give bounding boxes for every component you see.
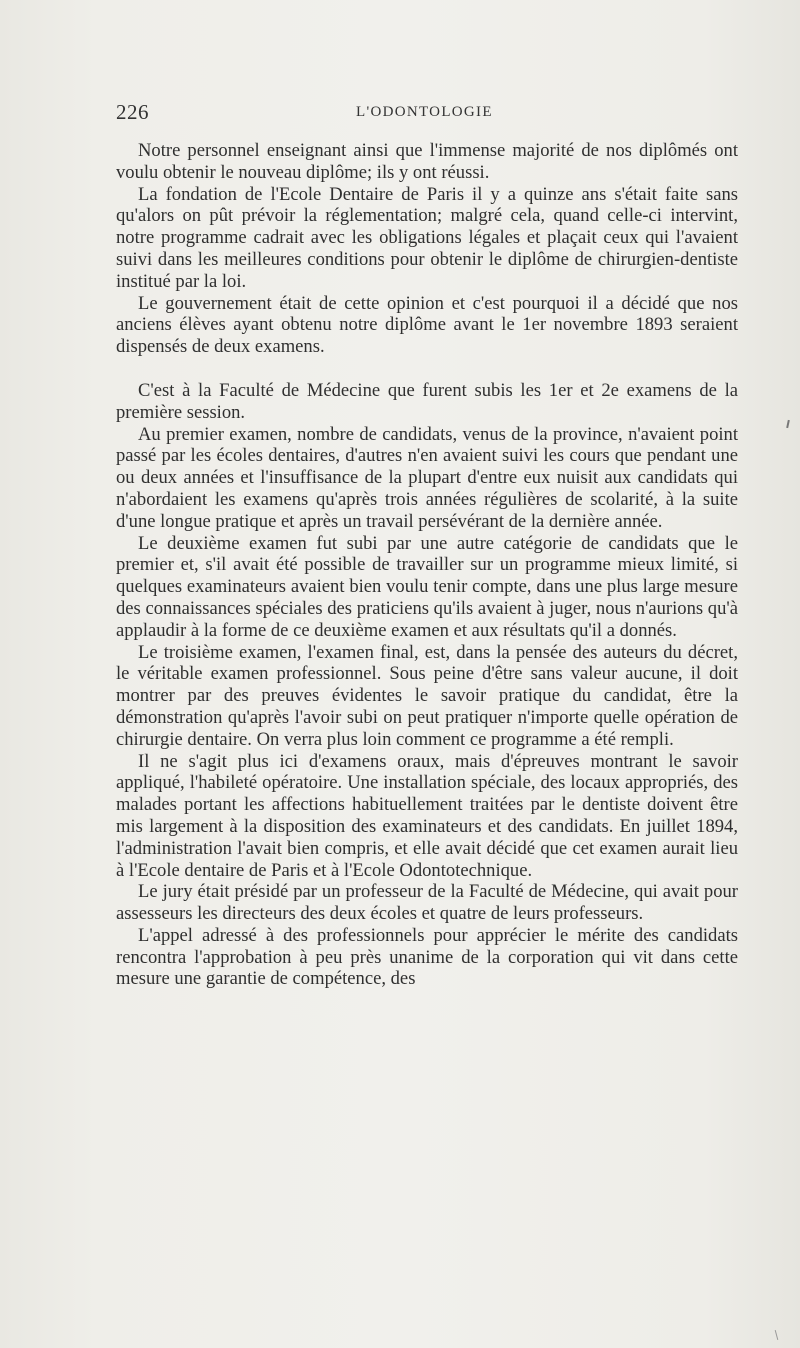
body-text: [116, 140, 738, 990]
margin-ink-mark: [775, 1330, 779, 1340]
page-number: 226: [116, 100, 149, 124]
paragraph-9: Le jury était présidé par un professeur de la Faculté de Médecine, qui avait pour assesseurs les directeurs des deux écoles et quatre de leurs professeurs.: [116, 881, 738, 925]
paragraph-2: La fondation de l'Ecole Dentaire de Paris il y a quinze ans s'était faite sans qu'alors on pût prévoir la réglementation; malgré cela, quand celle-ci intervint, notre programme cadrait avec les obligations légales et plaçait ceux qui l'avaient suivi dans les meilleures conditions pour obtenir le diplôme de chirurgien-dentiste institué par la loi.: [116, 183, 738, 292]
paragraph-6: Le deuxième examen fut subi par une autre catégorie de candidats que le premier et, s'il avait été possible de travailler sur un programme mieux limité, si quelques examinateurs avaient bien voulu tenir compte, dans une plus large mesure des connaissances spéciales des praticiens qu'ils avaient à juger, nous n'aurions qu'à applaudir à la forme de ce deuxième examen et aux résultats qu'il a donnés.: [116, 532, 738, 641]
paragraph-7: Le troisième examen, l'examen final, est, dans la pensée des auteurs du décret, le véritable examen professionnel. Sous peine d'être sans valeur aucune, il doit montrer par des preuves évidentes le savoir pratique du candidat, être la démonstration qu'après l'avoir subi on peut pratiquer n'importe quelle opération de chirurgie dentaire. On verra plus loin comment ce programme a été rempli.: [116, 641, 738, 750]
paragraph-8: Il ne s'agit plus ici d'examens oraux, mais d'épreuves montrant le savoir appliqué, l'habileté opératoire. Une installation spéciale, des locaux appropriés, des malades portant les affections habituellement traitées par le dentiste doivent être mis largement à la disposition des examinateurs et des candidats. En juillet 1894, l'administration l'avait bien compris, et elle avait décidé que cet examen aurait lieu à l'Ecole dentaire de Paris et à l'Ecole Odontotechnique.: [116, 750, 738, 881]
paragraph-5: Au premier examen, nombre de candidats, venus de la province, n'avaient point passé par les écoles dentaires, d'autres n'en avaient suivi les cours que pendant une ou deux années et l'insuffisance de la plupart d'entre eux nuisit aux candidats qui n'abordaient les examens qu'après trois années régulières de scolarité, à la suite d'une longue pratique et après un travail persévérant de la dernière année.: [116, 423, 738, 532]
paragraph-10: L'appel adressé à des professionnels pour apprécier le mérite des candidats rencontra l'approbation à peu près unanime de la corporation qui vit dans cette mesure une garantie de compétence, des: [116, 924, 738, 990]
running-title: L'ODONTOLOGIE: [356, 104, 493, 120]
page-header: [116, 100, 736, 130]
paragraph-1: Notre personnel enseignant ainsi que l'immense majorité de nos diplômés ont voulu obtenir le nouveau diplôme; ils y ont réussi.: [116, 140, 738, 183]
paragraph-3: Le gouvernement était de cette opinion et c'est pourquoi il a décidé que nos anciens élèves ayant obtenu notre diplôme avant le 1er novembre 1893 seraient dispensés de deux examens.: [116, 292, 738, 358]
margin-ink-mark: [786, 420, 790, 428]
paragraph-4: C'est à la Faculté de Médecine que furent subis les 1er et 2e examens de la première session.: [116, 379, 738, 423]
